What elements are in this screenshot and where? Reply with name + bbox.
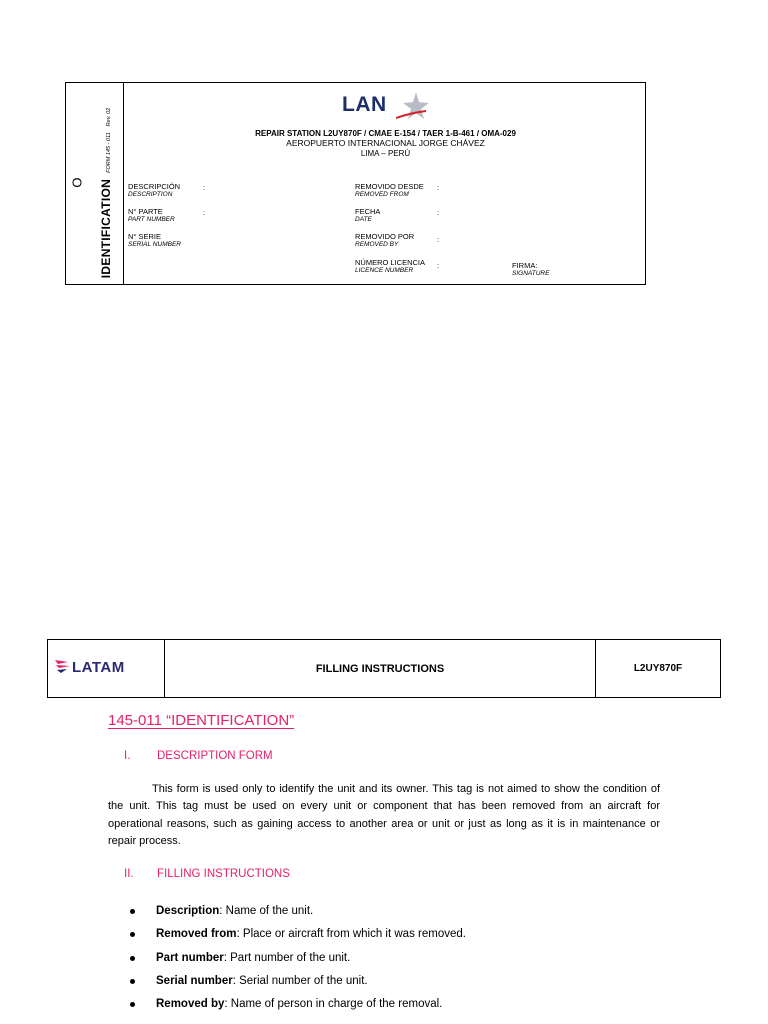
tag-side-form: FORM 145 - 011: [106, 132, 112, 173]
document-title: 145-011 “IDENTIFICATION”: [108, 712, 295, 729]
tag-header-city: LIMA – PERÚ: [360, 149, 411, 158]
colon: :: [203, 208, 206, 217]
field-removed-by-es: REMOVIDO POR: [355, 232, 415, 241]
field-signature-en: SIGNATURE: [512, 270, 550, 277]
field-description: [128, 183, 180, 199]
field-date: [355, 208, 380, 224]
field-removed-from: [355, 183, 424, 199]
field-serial-number: [128, 233, 181, 249]
lan-logo: [338, 91, 438, 121]
section-number: II.: [124, 868, 134, 880]
section-description-form: [124, 750, 273, 762]
field-part-number: [128, 208, 175, 224]
colon: :: [437, 235, 440, 244]
list-item-term: Removed by: [156, 998, 225, 1011]
header-code: L2UY870F: [633, 663, 683, 674]
identification-tag-form: [65, 82, 646, 285]
list-item-term: Removed from: [156, 928, 237, 941]
bullet-icon: [130, 909, 135, 914]
colon: :: [203, 183, 206, 192]
field-description-en: DESCRIPTION: [128, 191, 173, 198]
field-date-es: FECHA: [355, 207, 381, 216]
tag-side-panel: [66, 83, 124, 284]
list-item-text: : Part number of the unit.: [223, 951, 351, 964]
latam-logo-text: LATAM: [72, 659, 125, 676]
description-paragraph: [108, 781, 660, 850]
field-serial-number-en: SERIAL NUMBER: [128, 241, 181, 248]
field-serial-number-es: N° SERIE: [128, 232, 162, 241]
bullet-icon: [130, 979, 135, 984]
colon: :: [437, 261, 440, 270]
colon: :: [437, 183, 440, 192]
section-title: FILLING INSTRUCTIONS: [157, 868, 290, 880]
field-licence-es: NÚMERO LICENCIA: [355, 258, 426, 267]
list-item-text: : Name of person in charge of the removal.: [224, 998, 443, 1011]
list-item-term: Part number: [156, 951, 224, 964]
field-part-number-es: N° PARTE: [128, 207, 163, 216]
section-title: DESCRIPTION FORM: [157, 750, 273, 762]
list-item: [130, 926, 690, 949]
lan-star-icon: [396, 91, 430, 121]
tag-side-title: IDENTIFICATION: [99, 178, 113, 279]
list-item-term: Serial number: [156, 974, 233, 987]
list-item: [130, 903, 690, 926]
field-removed-by-en: REMOVED BY: [355, 241, 399, 248]
colon: :: [437, 208, 440, 217]
instructions-header-table: [47, 639, 721, 698]
field-licence-en: LICENCE NUMBER: [355, 267, 414, 274]
tag-hole-marker: O: [69, 177, 85, 188]
latam-mark-icon: [54, 657, 72, 675]
list-item: [130, 996, 690, 1019]
tag-vertical-title: [99, 108, 113, 278]
header-title: FILLING INSTRUCTIONS: [165, 640, 596, 697]
field-removed-by: [355, 233, 414, 249]
tag-header-repair-station: REPAIR STATION L2UY870F / CMAE E-154 / TAER 1-B-461 / OMA-029: [255, 129, 516, 138]
field-part-number-en: PART NUMBER: [128, 216, 175, 223]
field-date-en: DATE: [355, 216, 372, 223]
section-number: I.: [124, 750, 131, 762]
tag-header-airport: AEROPUERTO INTERNACIONAL JORGE CHÁVEZ: [286, 138, 485, 148]
field-removed-from-es: REMOVIDO DESDE: [355, 182, 424, 191]
list-item-text: : Name of the unit.: [219, 905, 314, 917]
bullet-icon: [130, 932, 135, 937]
list-item-text: : Serial number of the unit.: [232, 974, 368, 987]
latam-logo: [48, 640, 165, 697]
bullet-icon: [130, 1002, 135, 1007]
field-licence-number: [355, 259, 425, 275]
bullet-icon: [130, 956, 135, 961]
tag-side-rev: Rev. 02: [106, 107, 112, 127]
field-signature: [512, 262, 549, 278]
section-filling-instructions: [124, 868, 290, 880]
list-item-term: Description: [156, 905, 220, 917]
lan-logo-text: LAN: [342, 93, 387, 116]
list-item: [130, 950, 690, 973]
paragraph-text: This form is used only to identify the unit and its owner. This tag is not aimed to show the condition of the unit. This tag must be used on every unit or component that has been removed from an aircraft for operational reasons, such as gaining access to another area or unit or just as long as it is in maintenance or repair process.: [108, 783, 660, 847]
field-signature-es: FIRMA:: [512, 261, 538, 270]
field-description-es: DESCRIPCIÓN: [128, 182, 181, 191]
field-removed-from-en: REMOVED FROM: [355, 191, 409, 198]
list-item: [130, 973, 690, 996]
list-item-text: : Place or aircraft from which it was removed.: [236, 928, 466, 941]
instruction-list: [130, 903, 690, 1019]
